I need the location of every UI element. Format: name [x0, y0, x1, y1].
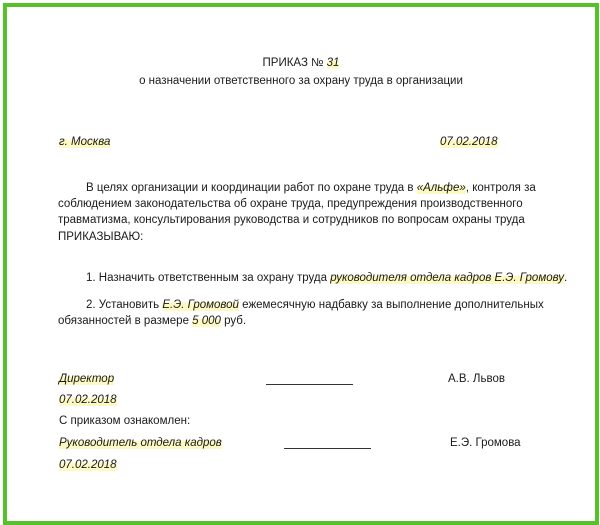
- director-date: 07.02.2018: [59, 394, 117, 406]
- employee-signature-line: [284, 448, 371, 449]
- order-title: [7, 55, 595, 71]
- order-date: 07.02.2018: [440, 136, 498, 148]
- item-1-person: руководителя отдела кадров Е.Э. Громову: [330, 272, 564, 284]
- preamble-line-3: травматизма, консультирования руководства и сотрудников по вопросам охраны труда: [58, 214, 525, 226]
- item-2-text-b: ежемесячную надбавку за выполнение дополнительных: [242, 299, 544, 311]
- item-2-text-c: обязанностей в размере: [58, 315, 189, 327]
- item-1-end: .: [563, 272, 568, 284]
- employee-title: Руководитель отдела кадров: [59, 437, 222, 449]
- employee-name: Е.Э. Громова: [450, 437, 521, 449]
- item-1: [86, 270, 567, 286]
- employee-date: 07.02.2018: [59, 459, 117, 471]
- item-2-text-a: 2. Установить: [86, 299, 160, 311]
- item-1-text: 1. Назначить ответственным за охрану труда: [86, 272, 327, 284]
- item-2-line-1: [86, 297, 544, 313]
- director-title: Директор: [59, 373, 115, 385]
- order-word: ПРИКАЗЫВАЮ:: [58, 231, 144, 243]
- acknowledged-label: С приказом ознакомлен:: [59, 415, 191, 427]
- item-2-line-2: [58, 313, 246, 329]
- document-frame: [3, 3, 599, 525]
- item-2-amount: 5 000: [192, 315, 221, 327]
- company-name: «Альфе»: [416, 182, 466, 194]
- preamble-line-1: [86, 180, 536, 196]
- preamble-text-1a: В целях организации и координации работ по охране труда в: [86, 182, 414, 194]
- order-title-prefix: ПРИКАЗ №: [262, 57, 324, 69]
- director-name: А.В. Львов: [448, 373, 505, 385]
- place: г. Москва: [59, 136, 111, 148]
- item-2-person: Е.Э. Громовой: [162, 299, 239, 311]
- preamble-text-1b: , контроля за: [465, 182, 536, 194]
- item-2-text-d: руб.: [224, 315, 247, 327]
- order-subject: о назначении ответственного за охрану труда в организации: [139, 75, 463, 87]
- preamble-line-2: соблюдением законодательства об охране труда, предупреждения производственного: [58, 198, 523, 210]
- order-number: 31: [326, 57, 340, 69]
- director-signature-line: [266, 384, 353, 385]
